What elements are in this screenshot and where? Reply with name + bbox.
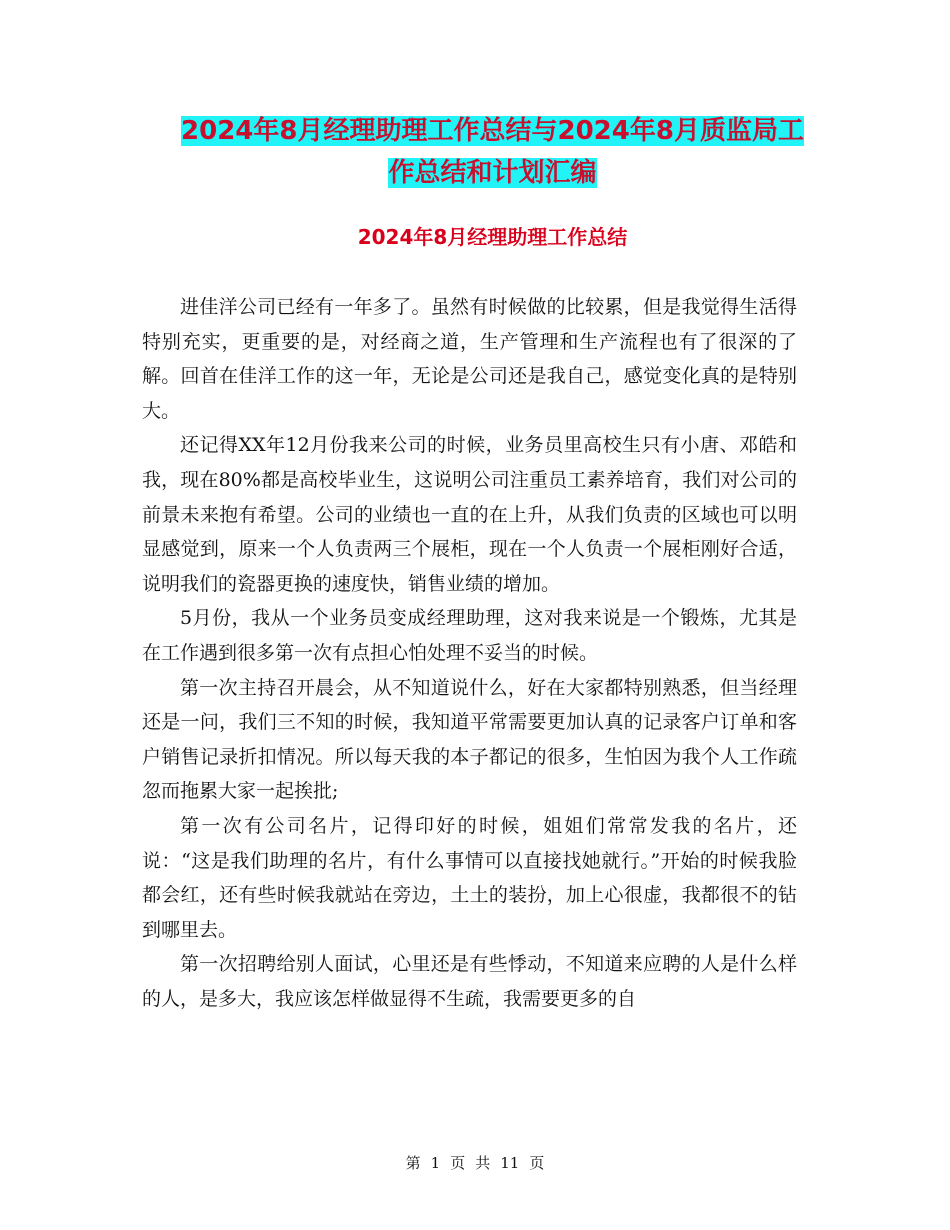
page-footer <box>0 1152 950 1173</box>
footer-label-page: 第 <box>405 1154 421 1172</box>
paragraph: 还记得XX年12月份我来公司的时候，业务员里高校生只有小唐、邓皓和我，现在80%都是高校毕业生，这说明公司注重员工素养培育，我们对公司的前景未来抱有希望。公司的业绩也一直的在上升，从我们负责的区域也可以明显感觉到，原来一个人负责两三个展柜，现在一个人负责一个展柜刚好合适，说明我们的瓷器更换的速度快，销售业绩的增加。 <box>142 434 797 595</box>
paragraph: 第一次有公司名片，记得印好的时候，姐姐们常常发我的名片，还说：“这是我们助理的名片，有什么事情可以直接找她就行。”开始的时候我脸都会红，还有些时候我就站在旁边，土土的装扮，加上心很虚，我都很不的钻到哪里去。 <box>142 814 797 941</box>
footer-label-total: 共 <box>475 1154 491 1172</box>
document-body <box>142 290 797 1016</box>
paragraph: 5月份，我从一个业务员变成经理助理，这对我来说是一个锻炼，尤其是在工作遇到很多第一次有点担心怕处理不妥当的时候。 <box>142 607 797 664</box>
total-pages: 11 <box>500 1154 520 1172</box>
footer-label-unit-end: 页 <box>529 1154 545 1172</box>
footer-label-unit: 页 <box>450 1154 466 1172</box>
paragraph: 进佳洋公司已经有一年多了。虽然有时候做的比较累，但是我觉得生活得特别充实，更重要的是，对经商之道，生产管理和生产流程也有了很深的了解。回首在佳洋工作的这一年，无论是公司还是我自己，感觉变化真的是特别大。 <box>142 296 797 422</box>
page-number: 1 <box>430 1154 441 1172</box>
title-line-1: 2024年8月经理助理工作总结与2024年8月质监局工 <box>181 116 804 146</box>
title-line-2: 作总结和计划汇编 <box>388 158 597 188</box>
document-title <box>140 110 845 194</box>
paragraph: 第一次招聘给别人面试，心里还是有些悸动，不知道来应聘的人是什么样的人，是多大，我应该怎样做显得不生疏，我需要更多的自 <box>142 953 797 1010</box>
section-title: 2024年8月经理助理工作总结 <box>357 225 628 249</box>
paragraph: 第一次主持召开晨会，从不知道说什么，好在大家都特别熟悉，但当经理还是一问，我们三不知的时候，我知道平常需要更加认真的记录客户订单和客户销售记录折扣情况。所以每天我的本子都记的很多，生怕因为我个人工作疏忽而拖累大家一起挨批; <box>142 676 797 803</box>
